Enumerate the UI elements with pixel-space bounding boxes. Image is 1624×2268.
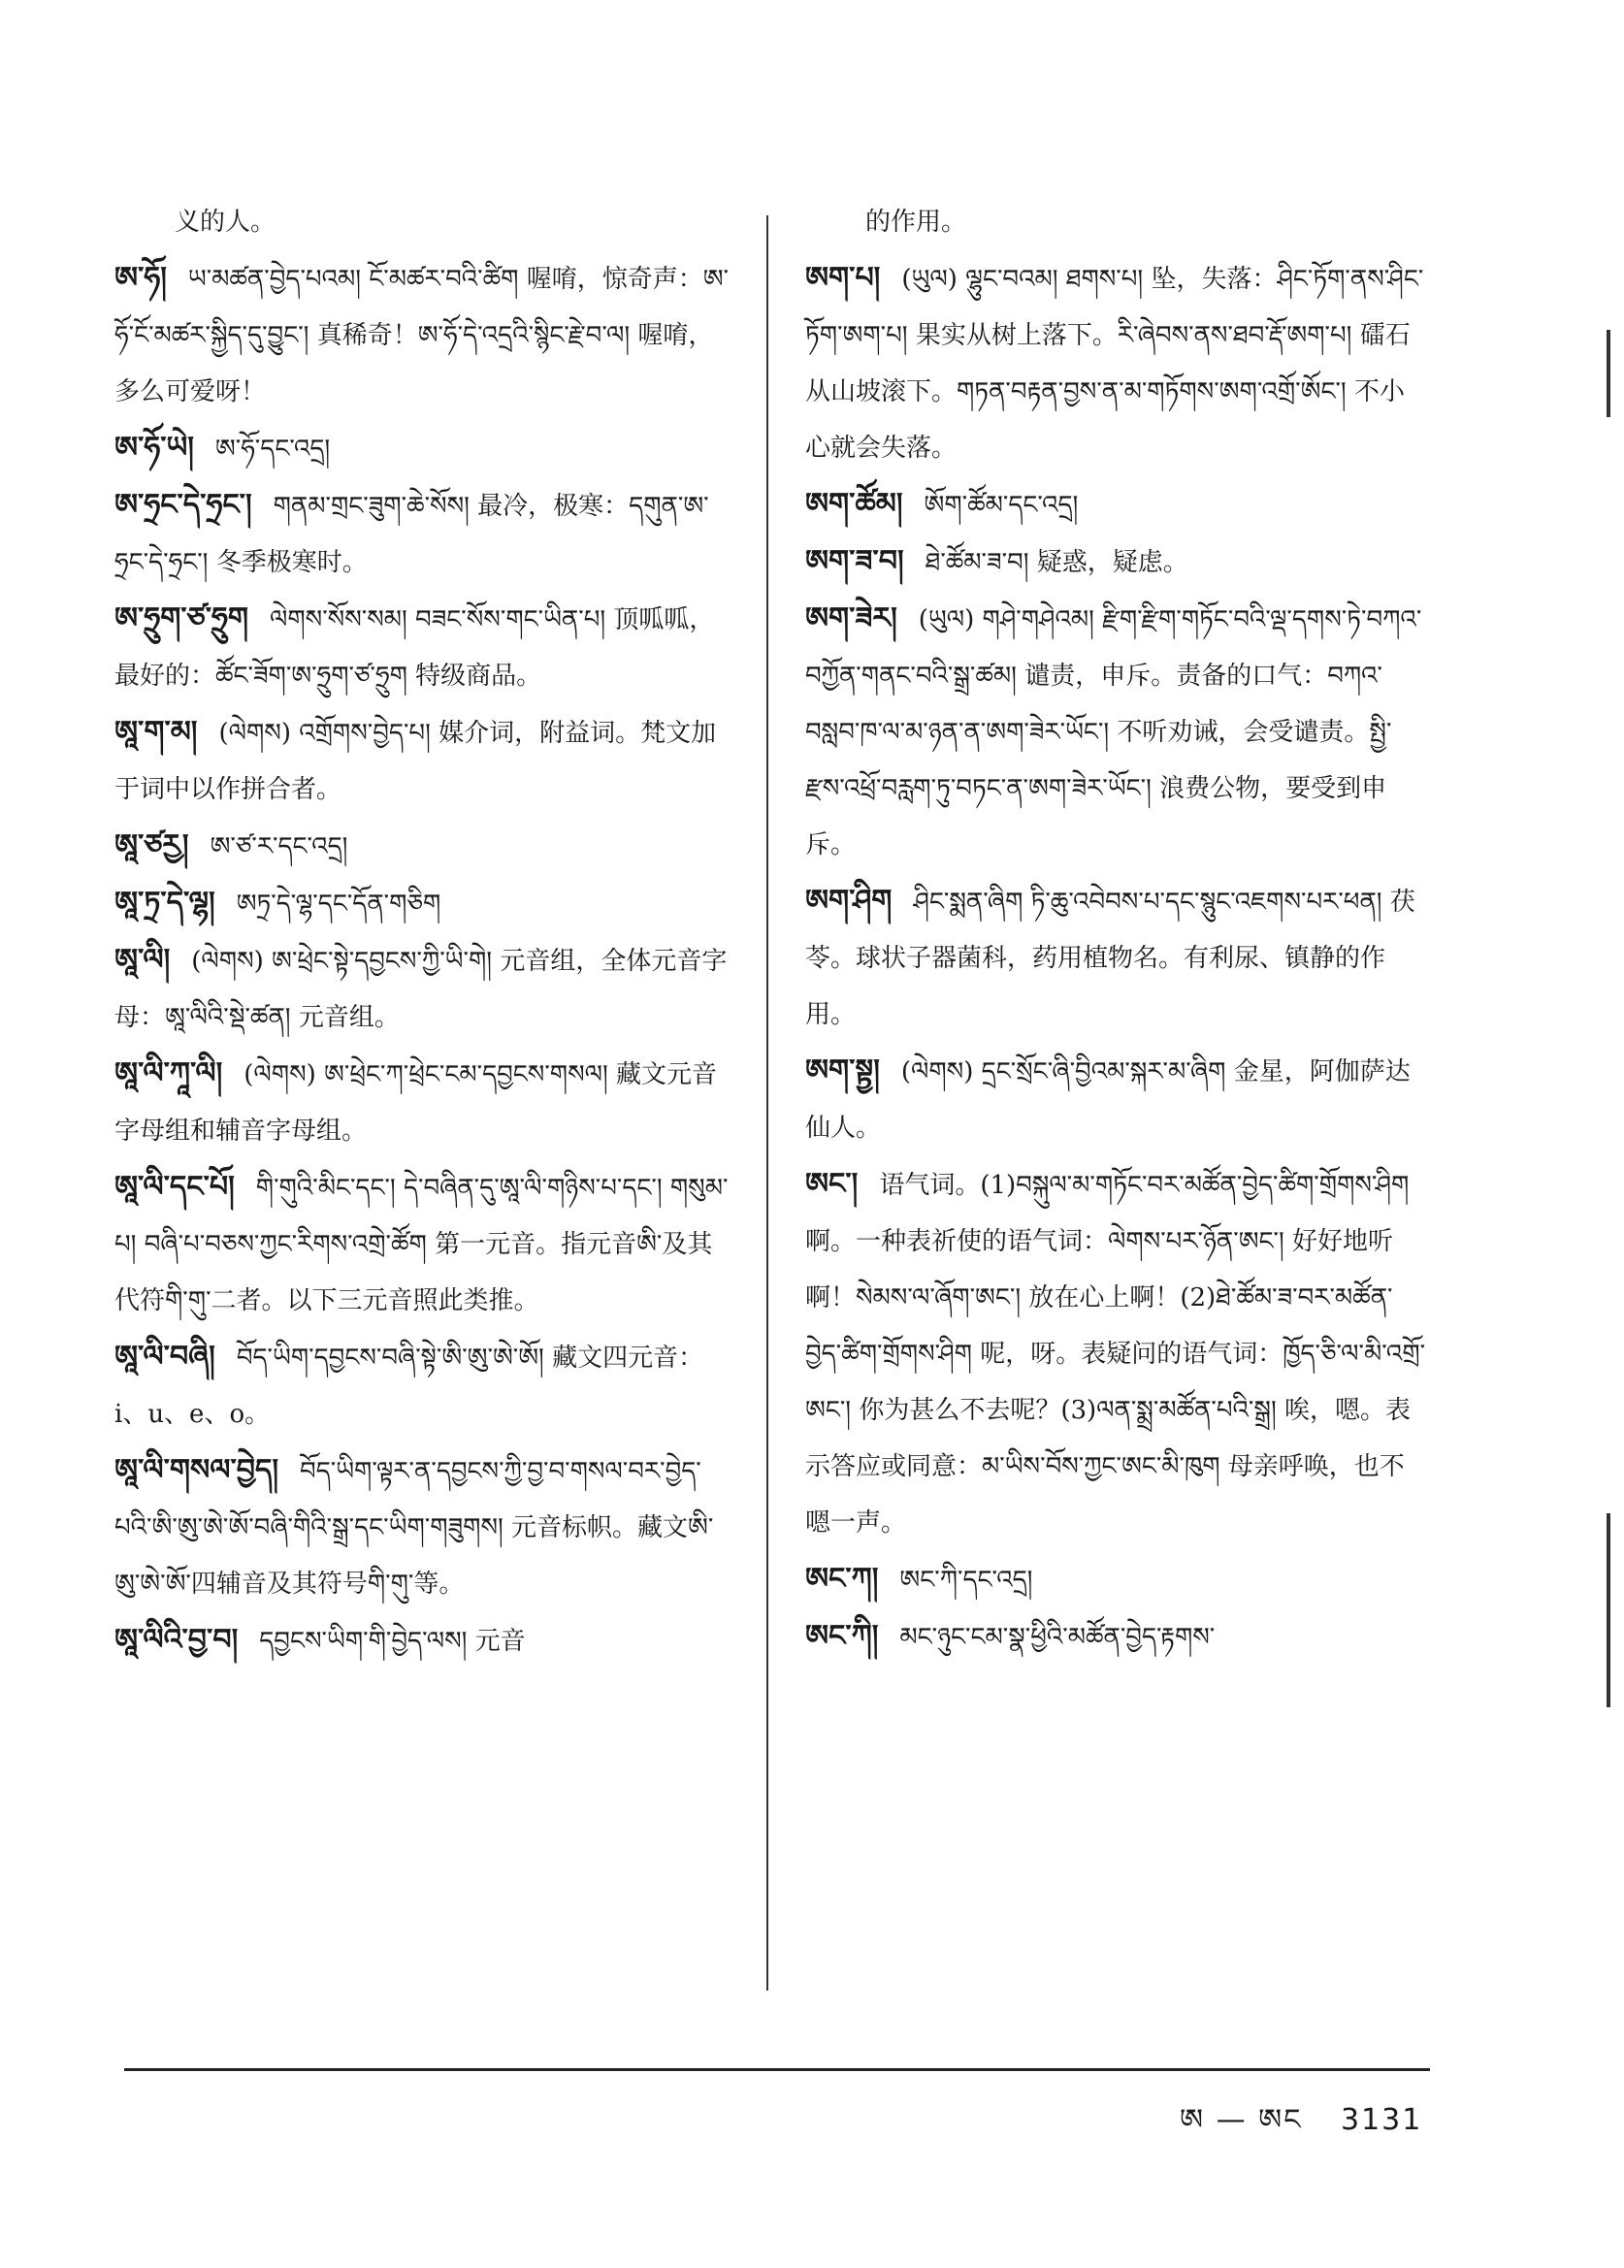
entry-definition: ལེགས་སོས་སམ། བཟང་སོས་གང་ཡིན་པ། 顶呱呱，最好的：ཚོང་ཟོག་ཨ་ཧྲུག་ཙ་ཧྲུག 特级商品。: [114, 605, 715, 691]
entry-headword: ཨང་ཀི།: [805, 1619, 879, 1653]
dictionary-entry: [114, 1612, 735, 1669]
page-number: 3131: [1341, 2103, 1423, 2137]
dictionary-entry: [805, 1043, 1426, 1156]
entry-headword: ཨང་ཀ།: [805, 1562, 879, 1596]
entry-definition: བོད་ཡིག་དབྱངས་བཞི་སྟེ་ཨི་ཨུ་ཨེ་ཨོ། 藏文四元音：i、u、e、o。: [114, 1344, 704, 1429]
right-column: [805, 194, 1426, 1666]
entry-definition: གི་གུའི་མིང་དང་། དེ་བཞིན་དུ་ཨཱ་ལི་གཉིས་པ་དང་། གསུམ་པ། བཞི་པ་བཅས་ཀྱང་རིགས་འགྲེ་ཚོག 第一元音。指元音ཨི་及其代符གི་གུ་二者。以下三元音照此类推。: [114, 1174, 729, 1315]
entry-definition: 的作用。: [865, 208, 967, 237]
entry-headword: ཨ་ཧྲང་དེ་ཧྲང་།: [114, 488, 252, 522]
entry-headword: ཨཱ་ལི་གསལ་བྱེད།: [114, 1453, 279, 1487]
page-footer: [1180, 2088, 1449, 2169]
entry-headword: ཨཱ་ལི་ཀཱ་ལི།: [114, 1056, 223, 1090]
dictionary-entry: [805, 591, 1426, 873]
entry-headword: ཨ་ཧྲུག་ཙ་ཧྲུག: [114, 601, 248, 635]
entry-definition: (ལེགས) ཨ་ཕྲེང་སྟེ་དབྱངས་ཀྱི་ཡི་གེ། 元音组，全体元音字母：ཨཱ་ལིའི་སྡེ་ཚན། 元音组。: [114, 947, 728, 1032]
footer-range: ཨ — ཨང: [1180, 2103, 1303, 2137]
entry-definition: ཨ་ཙ་ར་དང་འདྲ།: [210, 832, 348, 861]
entry-definition: ཐེ་ཚོམ་ཟ་བ། 疑惑，疑虑。: [925, 548, 1188, 577]
dictionary-entry: [114, 477, 735, 591]
dictionary-entry: [805, 534, 1426, 591]
entry-headword: ཨཱ་ཙརྱ།: [114, 828, 189, 862]
dictionary-entry: [114, 1329, 735, 1442]
entry-definition: (ལེགས) འགྲོགས་བྱེད་པ། 媒介词，附益词。梵文加于词中以作拼合者。: [114, 719, 717, 804]
entry-definition: (ལེགས) དྲང་སྲོང་ཞི་བྱིའམ་སྐར་མ་ཞིག 金星，阿伽萨达仙人。: [805, 1057, 1411, 1143]
dictionary-entry: [114, 591, 735, 704]
entry-definition: ཨ་ཧོ་དང་འདྲ།: [214, 435, 331, 464]
entry-definition: (ཡུལ) གཤེ་གཤེའམ། རྫིག་རྫིག་གཏོང་བའི་ལྡ་དགས་ཏེ་བཀའ་བཀྱོན་གནང་བའི་སྒྲ་ཚམ། 谴责，申斥。责备的口气：བཀའ་བསླབ་ཁ་ལ་མ་ཉན་ན་ཨག་ཟེར་ཡོང་། 不听劝诫，会受谴责。སྤྱི་རྫས་འཕྲོ་བརླག་ཏུ་བཏང་ན་ཨག་ཟེར་ཡོང་། 浪费公物，要受到申斥。: [805, 605, 1422, 859]
entry-definition: ཨཏྲ་དེ་ལྷ་དང་དོན་གཅིག: [236, 890, 441, 919]
dictionary-entry: [114, 420, 735, 477]
entry-headword: ཨག་ཤིག: [805, 884, 893, 918]
left-column: [114, 194, 735, 1669]
dictionary-entry: [805, 873, 1426, 1043]
entry-headword: ཨཱ་ལི་བཞི།: [114, 1340, 215, 1374]
entry-headword: ཨག་སྟྱ།: [805, 1053, 880, 1087]
scan-edge-mark: [1607, 330, 1610, 417]
column-divider: [766, 215, 768, 1991]
entry-headword: ཨཱ་ལི་དང་པོ།: [114, 1170, 235, 1204]
dictionary-entry: [114, 1159, 735, 1329]
dictionary-entry: [114, 704, 735, 818]
entry-definition: (ཡུལ) ལྷུང་བའམ། ཐགས་པ། 坠，失落：ཤིང་ཏོག་ནས་ཤིང་ཏོག་ཨག་པ། 果实从树上落下。རི་ཞེབས་ནས་ཐབ་རྡོ་ཨག་པ། 礌石从山坡滚下。གཏན་བརྟན་བྱས་ན་མ་གཏོགས་ཨག་འགྲོ་ཨོང་། 不小心就会失落。: [805, 265, 1424, 463]
entry-definition: 义的人。: [175, 208, 276, 237]
entry-headword: ཨག་ཟེར།: [805, 601, 897, 635]
entry-definition: ཨོག་ཚོམ་དང་འདྲ།: [924, 491, 1079, 520]
dictionary-entry: [805, 1551, 1426, 1608]
entry-definition: དབྱངས་ཡིག་གི་བྱེད་ལས། 元音: [259, 1627, 526, 1656]
dictionary-entry: [805, 476, 1426, 534]
entry-headword: ཨཱ་ལི།: [114, 943, 171, 977]
dictionary-entry: [805, 1156, 1426, 1551]
dictionary-entry: [114, 250, 735, 420]
entry-headword: ཨ་ཧོ་ཡེ།: [114, 431, 194, 465]
entry-headword: ཨཱ་ག་མ།: [114, 715, 198, 749]
entry-headword: ཨག་ཚོམ།: [805, 487, 903, 521]
dictionary-entry: [114, 875, 735, 932]
dictionary-entry: [114, 932, 735, 1046]
dictionary-entry: [114, 1442, 735, 1612]
dictionary-entry: [805, 1608, 1426, 1666]
entry-definition: མང་ཉུང་ངམ་སྣ་ཕྱིའི་མཚོན་བྱེད་རྟགས་: [899, 1623, 1216, 1652]
scan-edge-mark: [1607, 1513, 1610, 1707]
dictionary-entry: [114, 818, 735, 875]
entry-definition: ཡ་མཚན་བྱེད་པའམ། ངོ་མཚར་བའི་ཚིག 喔唷，惊奇声：ཨ་ཧོ་ངོ་མཚར་སྐྱིད་དུ་བྱུང་། 真稀奇！ཨ་ཧོ་དེ་འདྲའི་སྙིང་རྗེ་བ་ལ། 喔唷，多么可爱呀！: [114, 265, 730, 406]
entry-definition: (ལེགས) ཨ་ཕྲེང་ཀ་ཕྲེང་ངམ་དབྱངས་གསལ། 藏文元音字母组和辅音字母组。: [114, 1060, 718, 1146]
entry-headword: ཨ་ཧོ།: [114, 261, 167, 295]
entry-definition: ཤིང་སྨན་ཞིག ཏི་ཆུ་འབེབས་པ་དང་སྙུང་འཇགས་པར་ཕན། 茯苓。球状子器菌科，药用植物名。有利尿、镇静的作用。: [805, 888, 1415, 1029]
entry-headword: ཨཱ་ཏྲ་དེ་ལྷ།: [114, 886, 215, 920]
entry-definition: ཨང་ཀི་དང་འདྲ།: [899, 1566, 1033, 1595]
footer-rule: [124, 2068, 1430, 2071]
entry-definition: 语气词。(1)བསྐུལ་མ་གཏོང་བར་མཚོན་བྱེད་ཚིག་གྲོགས་ཤིག 啊。一种表祈使的语气词：ལེགས་པར་ཉོན་ཨང་། 好好地听啊！སེམས་ལ་ཞོག་ཨང་། 放在心上啊！(2)ཐེ་ཚོམ་ཟ་བར་མཚོན་བྱེད་ཚིག་གྲོགས་ཤིག 呢，呀。表疑问的语气词：ཁྱོད་ཅི་ལ་མི་འགྲོ་ཨང་། 你为甚么不去呢？(3)ལན་སྨྲ་མཚོན་པའི་སྒྲ། 唉，嗯。表示答应或同意：མ་ཡིས་བོས་ཀྱང་ཨང་མི་ཁུག 母亲呼唤，也不嗯一声。: [805, 1171, 1426, 1538]
entry-headword: ཨག་པ།: [805, 261, 881, 295]
dictionary-entry: [114, 1046, 735, 1159]
entry-definition: གནམ་གྲང་ཟུག་ཆེ་སོས། 最冷，极寒：དགུན་ཨ་ཧྲང་དེ་ཧྲང་། 冬季极寒时。: [114, 492, 709, 577]
entry-headword: ཨཱ་ལིའི་བྱ་བ།: [114, 1623, 239, 1657]
entry-headword: ཨག་ཟ་བ།: [805, 544, 904, 578]
dictionary-entry: [805, 250, 1426, 476]
dictionary-entry: [114, 194, 735, 250]
entry-definition: བོད་ཡིག་ལྟར་ན་དབྱངས་ཀྱི་བྱ་བ་གསལ་བར་བྱེད་པའི་ཨི་ཨུ་ཨེ་ཨོ་བཞི་གིའི་སྒྲ་དང་ཡིག་གཟུགས། 元音标帜。藏文ཨི་ཨུ་ཨེ་ཨོ་四辅音及其符号གི་གུ་等。: [114, 1457, 714, 1599]
dictionary-entry: [805, 194, 1426, 250]
entry-headword: ཨང་།: [805, 1167, 859, 1201]
